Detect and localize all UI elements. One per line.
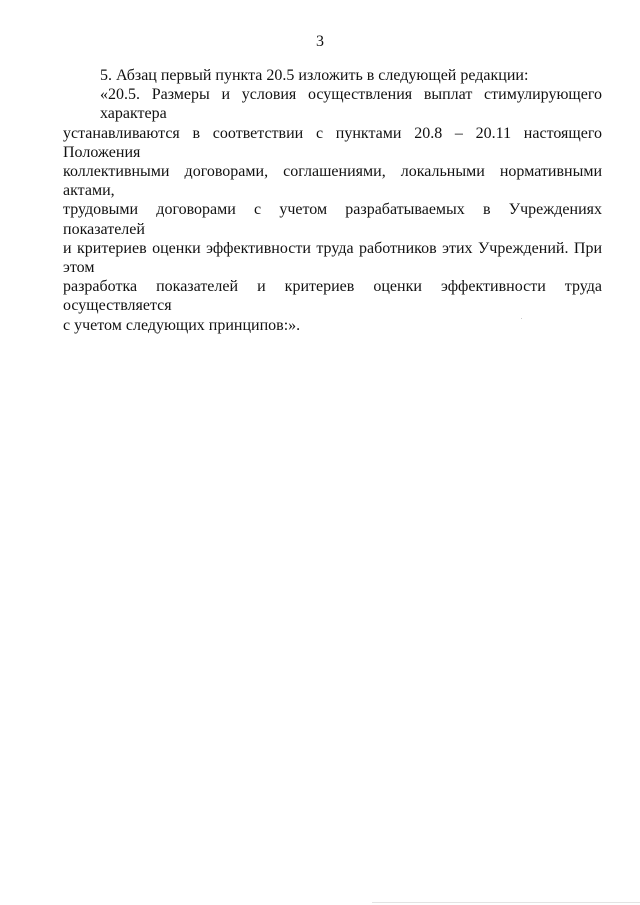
page-number: 3: [316, 33, 324, 50]
quote-line-4: трудовыми договорами с учетом разрабатываемых в Учреждениях показателей: [63, 201, 602, 238]
quote-line-1: «20.5. Размеры и условия осуществления выплат стимулирующего характера: [100, 86, 602, 123]
quote-line-3: коллективными договорами, соглашениями, локальными нормативными актами,: [63, 163, 602, 200]
scan-edge-line: [372, 902, 640, 903]
quote-line-6: разработка показателей и критериев оценки эффективности труда осуществляется: [63, 278, 602, 315]
scan-speck: [521, 318, 522, 319]
quote-line-5: и критериев оценки эффективности труда работников этих Учреждений. При этом: [63, 239, 602, 277]
quote-line-7: с учетом следующих принципов:».: [63, 316, 301, 334]
quote-line-2: устанавливаются в соответствии с пунктами 20.8 – 20.11 настоящего Положения: [63, 124, 602, 161]
item-line: 5. Абзац первый пункта 20.5 изложить в следующей редакции:: [100, 67, 529, 84]
amendment-text: [63, 66, 602, 335]
